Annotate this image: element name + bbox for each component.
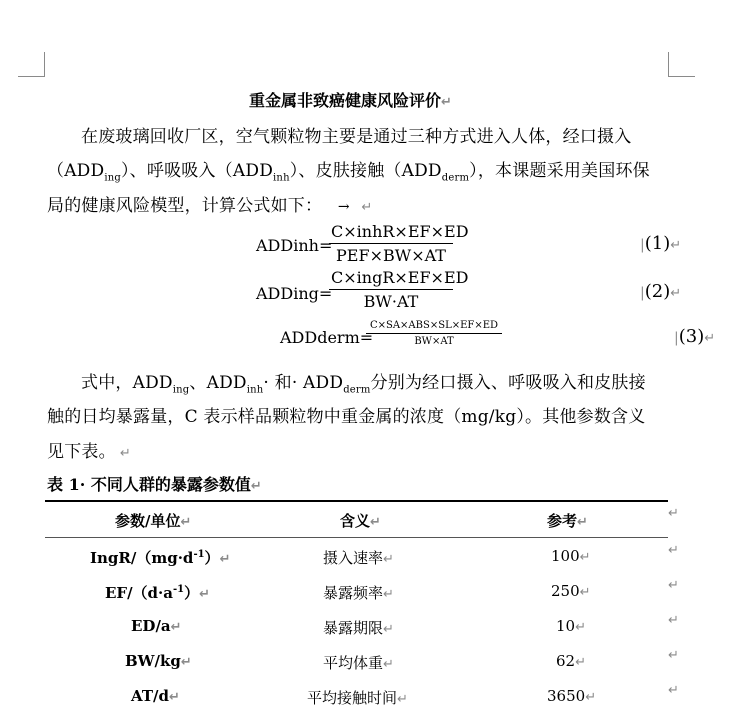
row-end-mark: ↵ — [668, 506, 679, 521]
cell-param: AT/d↵ — [131, 687, 180, 705]
cell-reference: 100↵ — [551, 547, 591, 565]
paragraph-1-line-3: 局的健康风险模型，计算公式如下： → ↵ — [47, 196, 373, 216]
cell-param: $EF/(d\cdot a^{-1})↵$ — [105, 584, 211, 602]
equation-1-numerator: C×inhR×EF×ED — [329, 222, 453, 244]
equation-2-fraction — [329, 268, 469, 311]
equation-2-numerator: C×ingR×EF×ED — [329, 268, 453, 290]
equation-1-fraction — [329, 222, 469, 265]
crop-mark-right — [668, 52, 695, 77]
paragraph-mark: ↵ — [441, 95, 452, 110]
paragraph-1-line-1: 在废玻璃回收厂区，空气颗粒物主要是通过三种方式进入人体，经口摄入 — [81, 127, 632, 147]
cell-reference: 10↵ — [556, 617, 586, 635]
document-title — [249, 88, 452, 111]
title-text: 重金属非致癌健康风险评价 — [249, 91, 442, 110]
column-header-meaning: 含义↵ — [340, 512, 381, 530]
equation-3-numerator: C×SA×ABS×SL×EF×ED — [366, 320, 502, 334]
cell-reference: 3650↵ — [547, 687, 597, 705]
cell-param: BW/kg↵ — [125, 652, 192, 670]
cell-param: IngR/$(mg\cdot d^{-1})↵$ — [90, 549, 231, 567]
cell-meaning: 暴露频率↵ — [323, 584, 394, 602]
equation-3-lhs: ADDderm= — [280, 328, 374, 347]
equation-1-denominator: PEF×BW×AT — [336, 246, 446, 265]
tab-arrow: → — [337, 199, 350, 215]
equation-3-fraction — [366, 320, 502, 347]
equation-1-label: |(1)↵ — [640, 233, 682, 254]
crop-mark-left — [18, 52, 45, 77]
cell-reference: 250↵ — [551, 582, 591, 600]
paragraph-2-line-2: 触的日均暴露量，C 表示样品颗粒物中重金属的浓度（mg/kg）。其他参数含义 — [47, 407, 646, 427]
cell-param: ED/a↵ — [131, 617, 182, 635]
paragraph-1-line-2: $(ADD_{ing})$、呼吸吸入$(ADD_{inh})$、皮肤接触$(ADD_{derm})$，本课题采用美国环保 — [47, 161, 650, 184]
paragraph-2-line-3: 见下表。 ↵ — [47, 442, 131, 462]
equation-1-lhs: ADDinh= — [256, 236, 333, 255]
equation-3-denominator: BW×AT — [414, 336, 454, 347]
cell-meaning: 暴露期限↵ — [323, 619, 394, 637]
table-header-rule — [45, 537, 668, 538]
column-header-param: 参数/单位↵ — [115, 512, 192, 530]
equation-2-denominator: BW·AT — [363, 292, 419, 311]
paragraph-2-line-1: 式中，$ADD_{ing}$、$ADD_{inh}\cdot$ 和· $ADD_{derm}$分别为经口摄入、呼吸吸入和皮肤接 — [81, 373, 646, 396]
table-top-rule — [45, 500, 668, 502]
cell-meaning: 摄入速率↵ — [323, 549, 394, 567]
cell-reference: 62↵ — [556, 652, 586, 670]
equation-3-label: |(3)↵ — [674, 326, 716, 347]
paragraph-mark: ↵ — [361, 200, 373, 215]
cell-meaning: 平均接触时间↵ — [307, 689, 408, 707]
column-header-reference: 参考↵ — [547, 512, 588, 530]
equation-2-label: |(2)↵ — [640, 281, 682, 302]
cell-meaning: 平均体重↵ — [323, 654, 394, 672]
equation-2-lhs: ADDing= — [256, 284, 333, 303]
table-caption: 表 1· 不同人群的暴露参数值↵ — [47, 475, 262, 494]
